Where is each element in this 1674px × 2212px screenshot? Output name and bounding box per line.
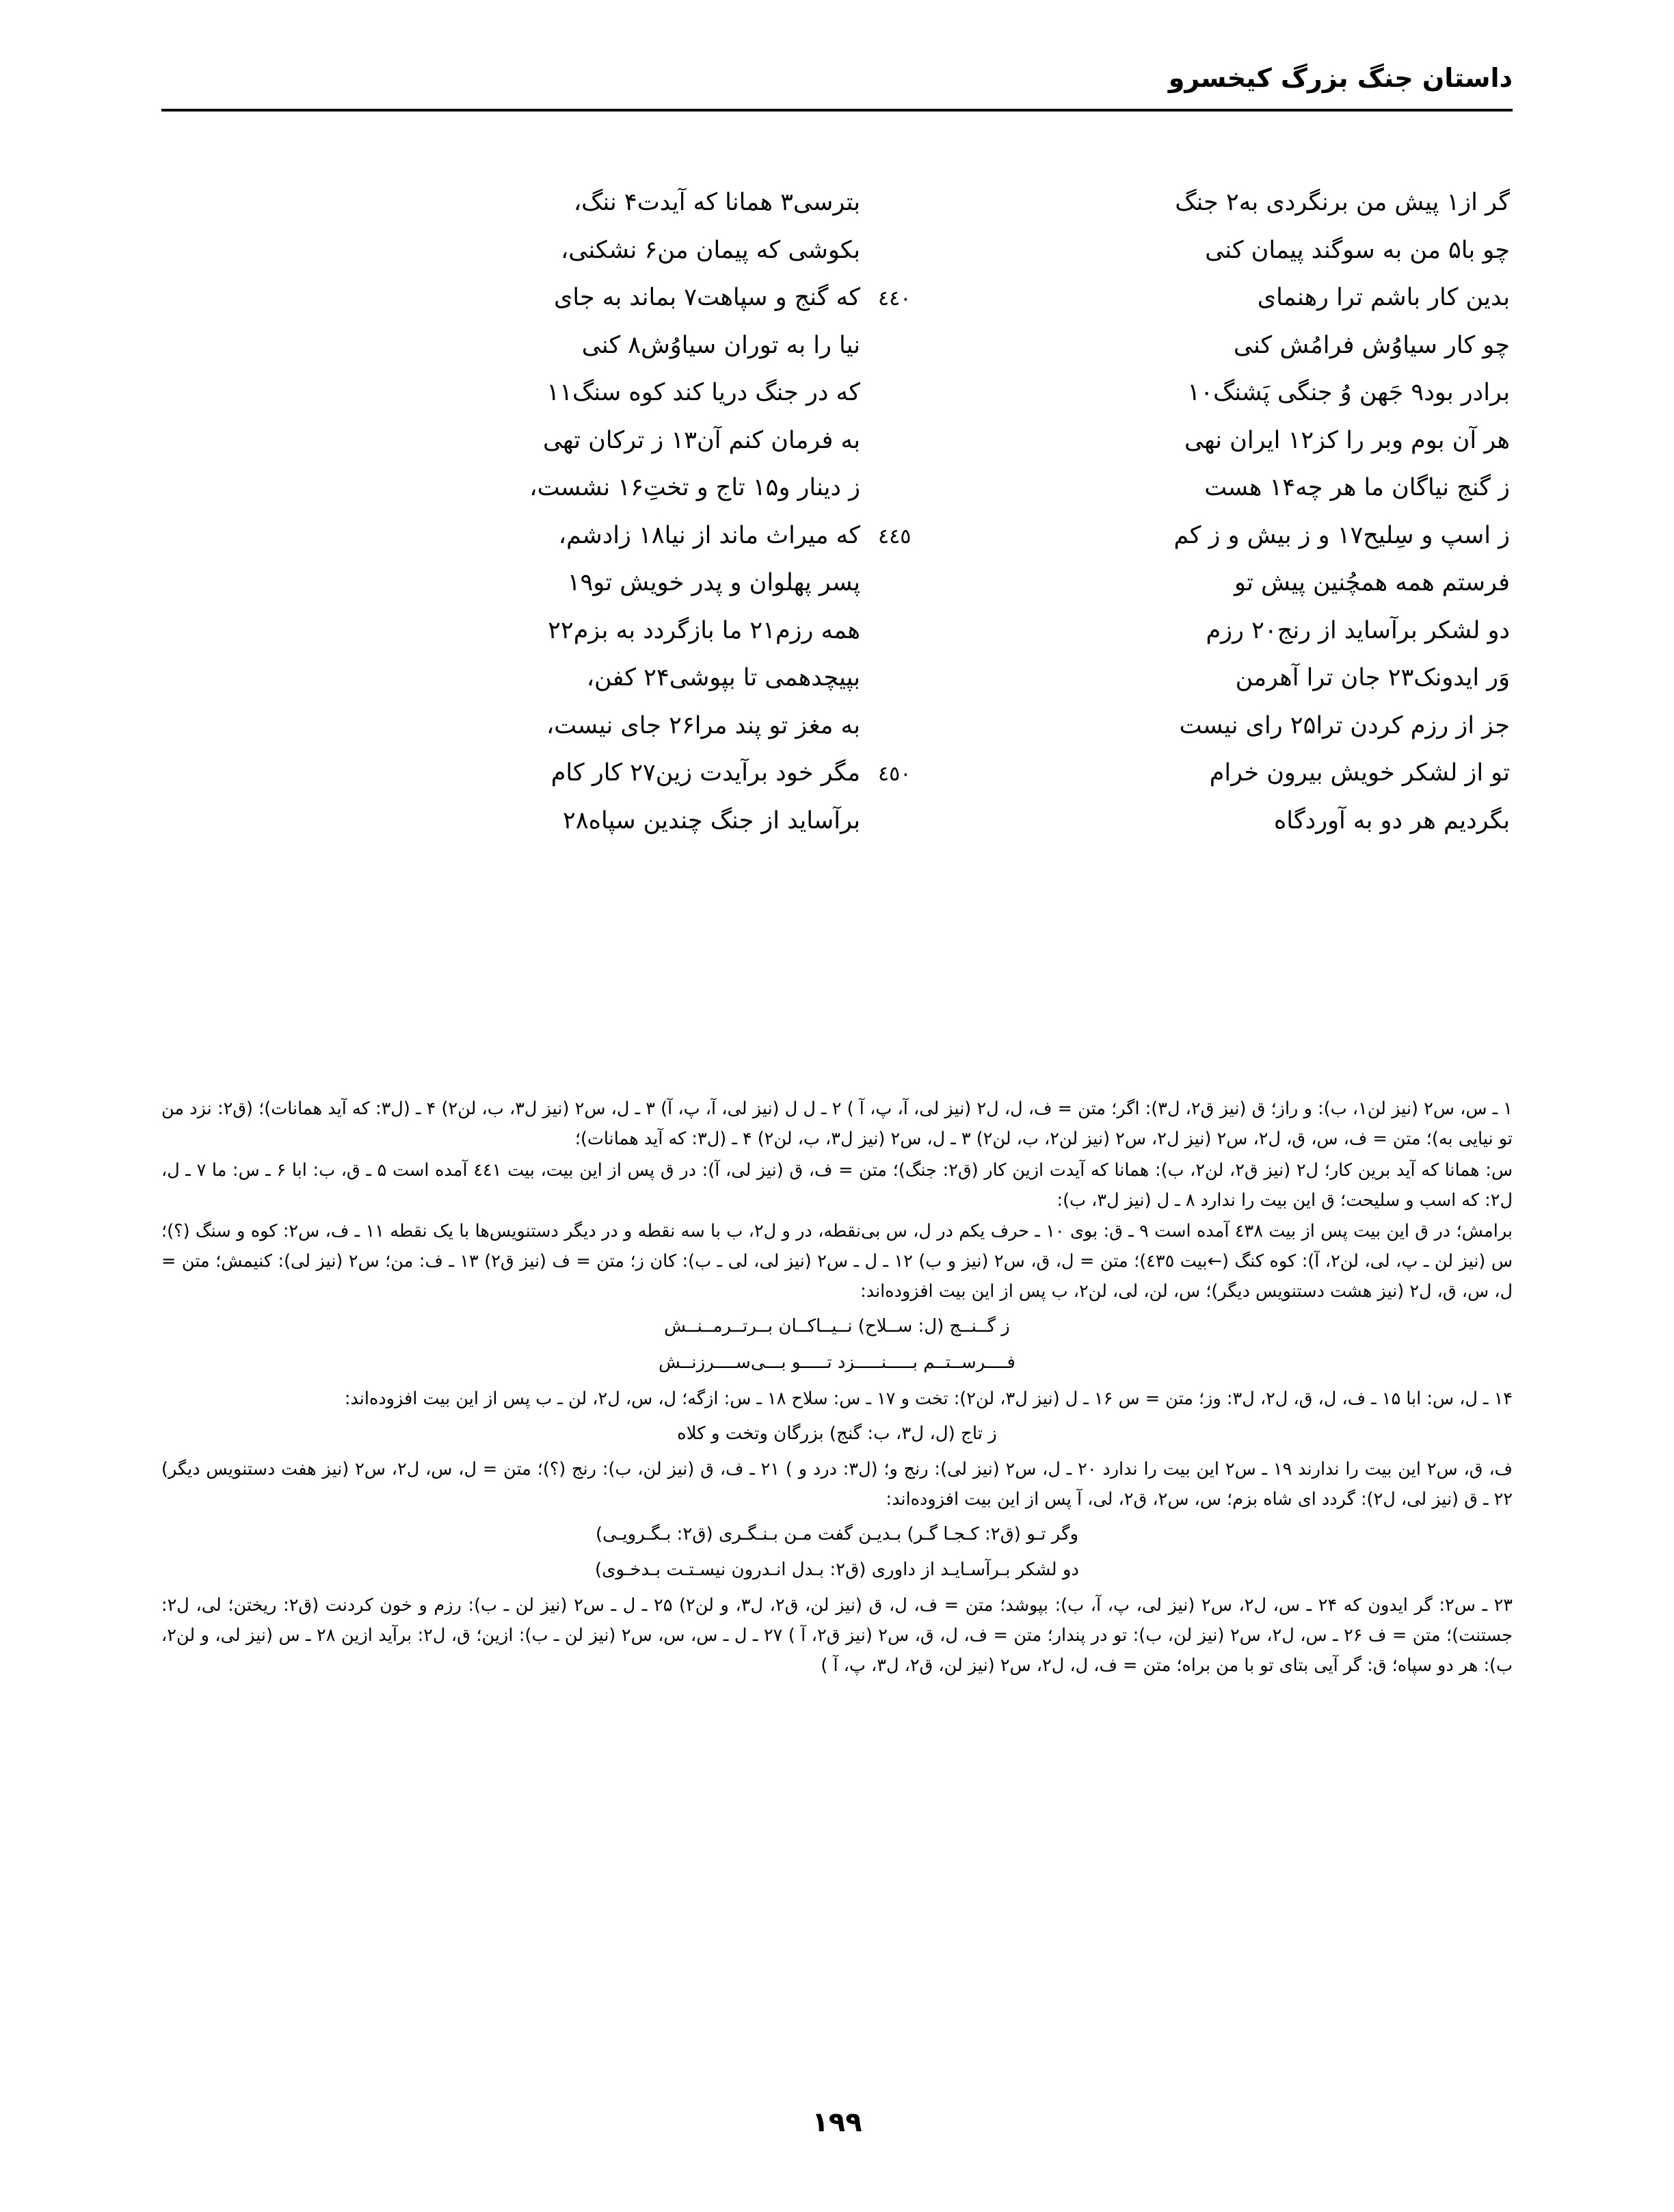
verse-number (863, 396, 945, 400)
hemistich-right: چو کار سیاوُش فرامُش کنی (1233, 331, 1510, 359)
verse-line (161, 565, 1513, 601)
hemistich-right: فرستم همه همچُنین پیش تو (1234, 569, 1510, 596)
verse-number (863, 349, 945, 353)
verse-line (161, 470, 1513, 506)
hemistich-left: پسر پهلوان و پدر خویش تو۱۹ (567, 569, 860, 596)
footnote-quoted-hemistich-second: فــــرســتــم بـــــنـــــزد تـــــو بـــی‌ســــرزنــش (659, 1352, 1015, 1373)
hemistich-right: بدین کار باشم ترا رهنمای (1257, 284, 1510, 311)
hemistich-right: وَر ایدونک۲۳ جان ترا آهرمن (1235, 664, 1510, 692)
hemistich-left: به مغز تو پند مرا۲۶ جای نیست، (546, 711, 860, 739)
running-head-title: داستان جنگ بزرگ کیخسرو (1168, 63, 1513, 93)
page-number: ۱۹۹ (812, 2107, 862, 2138)
verse-line (161, 613, 1513, 649)
hemistich-left: مگر خود برآیدت زین۲۷ کار کام (550, 759, 860, 787)
hemistich-left: که در جنگ دریا کند کوه سنگ۱۱ (546, 379, 860, 406)
verse-number (863, 254, 945, 258)
hemistich-right: بگردیم هر دو به آوردگاه (1273, 806, 1510, 834)
verse-line (161, 708, 1513, 744)
hemistich-right: ز اسپ و سِلیح۱۷ و ز بیش و ز کم (1173, 521, 1510, 549)
footnote-paragraph: برامش؛ در ق این بیت پس از بیت ٤٣٨ آمده است ۹ ـ ق: بوی ۱۰ ـ حرف یکم در ل، س بی‌نقطه، در و ل۲، ب با سه نقطه و در دیگر دستنویس‌ها با یک نقطه ۱۱ ـ ف، س۲: کوه و سنگ (؟)؛ س (نیز لن ـ پ، لی، لن۲، آ): کوه کنگ (←بیت ٤٣٥)؛ متن = ل، ق، س۲ (نیز و ب) ۱۲ ـ ل ـ س۲ (نیز لی، لی ـ ب): کان ز؛ متن = ف (نیز ق۲) ۱۳ ـ ف: من؛ س۲ (نیز لی): کنیمش؛ متن = ل، س، ق، ل۲ (نیز هشت دستنویس دیگر)؛ س، لن، لی، لن۲، ب پس از این بیت افزوده‌اند: (161, 1221, 1513, 1302)
verse-number (863, 206, 945, 210)
verse-line (161, 328, 1513, 364)
verse-number (863, 491, 945, 495)
verse-number (863, 444, 945, 448)
hemistich-left: که گنج و سپاهت۷ بماند به جای (553, 284, 860, 311)
footnote-apparatus (161, 1094, 1513, 1683)
hemistich-right: تو از لشکر خویش بیرون خرام (1209, 759, 1510, 787)
verse-line (161, 660, 1513, 696)
header-divider (161, 109, 1513, 111)
verse-line (161, 185, 1513, 221)
hemistich-right: گر از۱ پیش من برنگردی به۲ جنگ (1175, 189, 1510, 216)
verse-line (161, 803, 1513, 839)
footnote-paragraph: ف، ق، س۲ این بیت را ندارند ۱۹ ـ س۲ این بیت را ندارد ۲۰ ـ ل، س۲ (نیز لی): رنج و؛ (ل۳: درد و ) ۲۱ ـ ف، ق (نیز لن، ب): رنج (؟)؛ متن = ل، س، ل۲، س۲ (نیز هفت دستنویس دیگر) ۲۲ ـ ق (نیز لی، ل۲): گردد ای شاه بزم؛ س، س۲، ق۲، لی، آ پس از این بیت افزوده‌اند: (161, 1459, 1513, 1510)
verse-line (161, 280, 1513, 316)
footnote-quoted-hemistich: وگر تـو (ق۲: کـجـا گـر) بـدیـن گفت مـن بـنـگـری (ق۲: بـگـرویـی) (595, 1523, 1079, 1544)
verse-line (161, 233, 1513, 269)
hemistich-left: ز دینار و۱۵ تاج و تختِ۱۶ نشست، (529, 474, 860, 501)
verse-number: ٤٤٠ (878, 287, 912, 311)
hemistich-right: برادر بود۹ جَهن وُ جنگی پَشنگ۱۰ (1187, 379, 1510, 406)
verse-block (161, 185, 1513, 850)
verse-number: ٤٤٥ (878, 524, 912, 549)
footnote-paragraph: ۲۳ ـ س۲: گر ایدون که ۲۴ ـ س، ل۲، س۲ (نیز لی، پ، آ، ب): بپوشد؛ متن = ف، ل، ق (نیز لن، ق۲، ل۳، و لن۲) ۲۵ ـ ل ـ س۲ (نیز لن ـ ب): رزم و خون کردنت (ق۲: ریختن؛ لی، ل۲: جستنت)؛ متن = ف ۲۶ ـ س، ل۲، س۲ (نیز لن، ب): تو در پندار؛ متن = ف، ل، ق، س۲ (نیز ق۲، آ ) ۲۷ ـ ل ـ س، س، س۲ (نیز لن ـ ب): ازین؛ ق، ل۲: برآید ازین ۲۸ ـ س (نیز لی، و لن۲، ب): هر دو سپاه؛ ق: گر آیی بتای تو با من براه؛ متن = ف، ل، ل۲، س۲ (نیز لن، ق۲، ل۳، پ، آ ) (161, 1595, 1513, 1676)
verse-number (863, 586, 945, 590)
hemistich-right: چو با۵ من به سوگند پیمان کنی (1205, 236, 1510, 264)
hemistich-left: بکوشی که پیمان من۶ نشکنی، (560, 236, 860, 264)
page-header (161, 60, 1513, 111)
footnote-paragraph: س: همانا که آید برین کار؛ ل۲ (نیز ق۲، لن۲، ب): همانا که آیدت ازین کار (ق۲: جنگ)؛ متن = ف، ق (نیز لی، آ): در ق پس از این بیت، بیت ٤٤١ آمده است ۵ ـ ق، ب: ابا ۶ ـ س: ما ۷ ـ ل، ل۲: که اسب و سلیحت؛ ق این بیت را ندارد ۸ ـ ل (نیز ل۳، ب): (161, 1159, 1513, 1211)
hemistich-right: جز از رزم کردن ترا۲۵ رای نیست (1179, 711, 1510, 739)
hemistich-left: نیا را به توران سیاوُش۸ کنی (581, 331, 860, 359)
hemistich-left: که میراث ماند از نیا۱۸ زادشم، (558, 521, 860, 549)
footnote-paragraph: ۱ ـ س، س۲ (نیز لن۱، ب): و راز؛ ق (نیز ق۲، ل۳): اگر؛ متن = ف، ل، ل۲ (نیز لی، آ، پ، آ ) ۲ ـ ل ل (نیز لی، آ، پ، آ) ۳ ـ ل، س۲ (نیز ل۳، ب، لن۲) ۴ ـ (ل۳: که آید همانات)؛ (ق۲: نزد من تو نیایی به)؛ متن = ف، س، ق، ل۲، س۲ (نیز ل۲، س۲ (نیز لن۲، ب، لن۲) ۳ ـ ل، س۲ (نیز ل۳، ب، لن۲) ۴ ـ (ل۳: که آید همانات)؛ (161, 1098, 1513, 1149)
footnote-quoted-hemistich: ز گــنــج (ل: ســلاح) نــیــاکــان بــرتــرمــنــش (664, 1316, 1010, 1337)
verse-line (161, 755, 1513, 791)
verse-line (161, 518, 1513, 554)
hemistich-left: بپیچدهمی تا بپوشی۲۴ کفن، (586, 664, 860, 692)
hemistich-left: به فرمان کنم آن۱۳ ز ترکان تهی (542, 426, 860, 454)
footnote-paragraph: ۱۴ ـ ل، س: ابا ۱۵ ـ ف، ل، ق، ل۲، ل۳: وز؛ متن = س ۱۶ ـ ل (نیز ل۳، لن۲): تخت و ۱۷ ـ س: سلاح ۱۸ ـ س: ازگه؛ ل، س، ل۲، لن ـ ب پس از این بیت افزوده‌اند: (344, 1388, 1513, 1410)
footnote-quoted-hemistich: دو لشکر بـرآسـایـد از داوری (ق۲: بـدل انـدرون نیسـتـت بـدخـوی) (594, 1559, 1079, 1581)
verse-number (863, 681, 945, 685)
verse-number (863, 634, 945, 638)
verse-number (863, 729, 945, 733)
hemistich-left: همه رزم۲۱ ما بازگردد به بزم۲۲ (548, 616, 860, 644)
footnote-quoted-hemistich-row (161, 1347, 1513, 1378)
hemistich-left: برآساید از جنگ چندین سپاه۲۸ (563, 806, 860, 834)
verse-line (161, 423, 1513, 459)
verse-number: ٤٥٠ (878, 762, 912, 786)
hemistich-right: ز گنج نیاگان ما هر چه۱۴ هست (1204, 474, 1510, 501)
footnote-quoted-hemistich: ز تاج (ل، ل۳، ب: گنج) بزرگان وتخت و کلاه (677, 1423, 997, 1445)
verse-number (863, 824, 945, 828)
verse-line (161, 375, 1513, 411)
hemistich-right: دو لشکر برآساید از رنج۲۰ رزم (1206, 616, 1510, 644)
hemistich-right: هر آن بوم وبر را کز۱۲ ایران نهی (1184, 426, 1510, 454)
hemistich-left: بترسی۳ همانا که آیدت۴ ننگ، (573, 189, 860, 216)
